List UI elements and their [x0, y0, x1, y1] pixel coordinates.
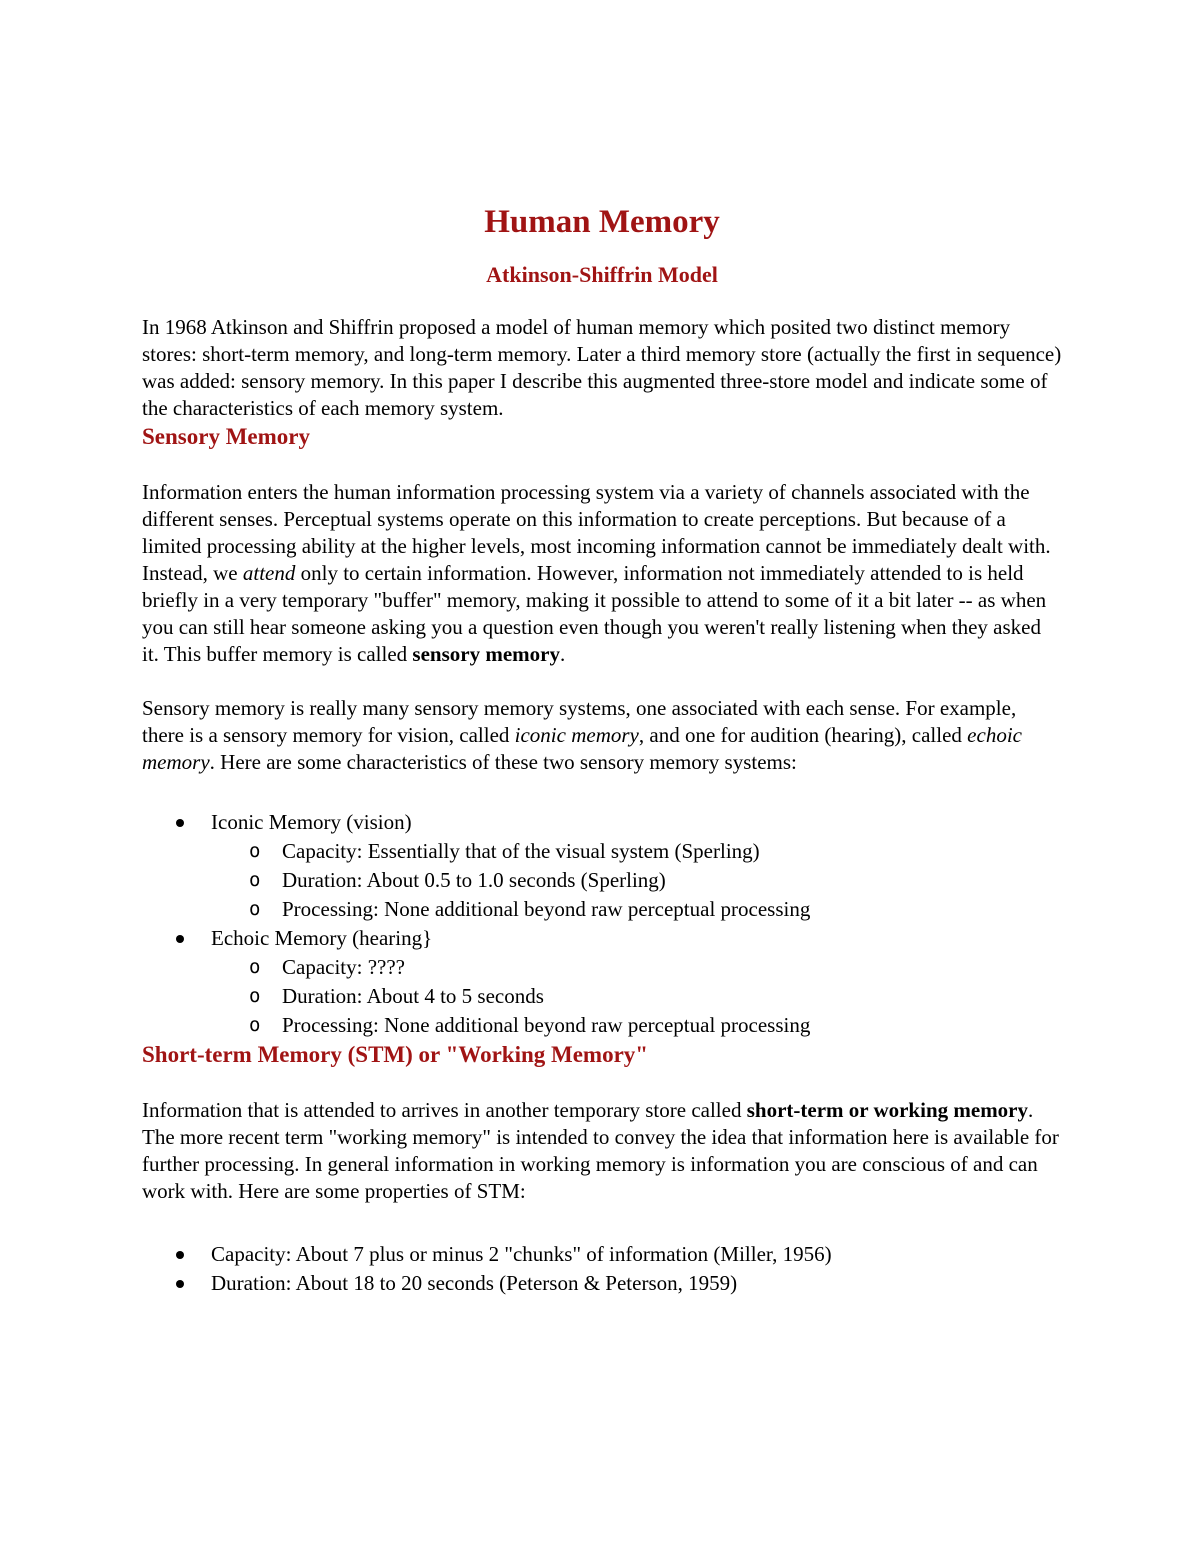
echoic-processing: Processing: None additional beyond raw perceptual processing [282, 1013, 811, 1037]
document-title: Human Memory [484, 204, 720, 240]
iconic-processing: Processing: None additional beyond raw perceptual processing [282, 897, 811, 921]
echoic-label: Echoic Memory (hearing} [211, 926, 433, 950]
list-item [142, 1240, 1062, 1269]
list-item [142, 1269, 1062, 1298]
sensory-p2-text-c: . Here are some characteristics of these two sensory memory systems: [209, 750, 797, 774]
echoic-memory-term: echoic memory [142, 723, 1022, 774]
sensory-memory-term: sensory memory [412, 642, 560, 666]
stm-paragraph [142, 1097, 1062, 1205]
sensory-paragraph-2 [142, 695, 1062, 776]
iconic-capacity: Capacity: Essentially that of the visual system (Sperling) [282, 839, 760, 863]
circle-bullet-icon: o [249, 956, 261, 978]
iconic-label: Iconic Memory (vision) [211, 810, 412, 834]
circle-bullet-icon: o [249, 898, 261, 920]
sensory-memory-heading: Sensory Memory [142, 424, 310, 449]
stm-p1-text-a: Information that is attended to arrives in another temporary store called [142, 1098, 747, 1122]
document-page [142, 196, 1062, 1298]
stm-duration: Duration: About 18 to 20 seconds (Peterson & Peterson, 1959) [211, 1271, 738, 1295]
sub-list-item [211, 982, 1062, 1011]
circle-bullet-icon: o [249, 869, 261, 891]
stm-properties-list [142, 1240, 1062, 1298]
bullet-icon [176, 1280, 184, 1288]
sensory-p1-text-a: Information enters the human information processing system via a variety of channels associated with the different senses. Perceptual systems operate on this information to create perceptions. But because of a limited processing ability at the higher levels, most incoming information cannot be immediately dealt with. Instead, we [142, 480, 1051, 585]
sensory-paragraph-1 [142, 479, 1062, 668]
list-item-echoic [142, 924, 1062, 1040]
bullet-icon [176, 1251, 184, 1259]
sensory-memory-list [142, 808, 1062, 1040]
attend-emphasis: attend [242, 561, 296, 585]
bullet-icon [176, 935, 184, 943]
sub-list-item [211, 895, 1062, 924]
intro-paragraph: In 1968 Atkinson and Shiffrin proposed a model of human memory which posited two distinct memory stores: short-term memory, and long-term memory. Later a third memory store (actually the first in sequence) was added: sensory memory. In this paper I describe this augmented three-store model and indicate some of the characteristics of each memory system. [142, 315, 1062, 420]
bullet-icon [176, 819, 184, 827]
document-subtitle: Atkinson-Shiffrin Model [486, 262, 718, 287]
iconic-duration: Duration: About 0.5 to 1.0 seconds (Sperling) [282, 868, 666, 892]
echoic-sub-list [211, 953, 1062, 1040]
sub-list-item [211, 837, 1062, 866]
sub-list-item [211, 1011, 1062, 1040]
circle-bullet-icon: o [249, 985, 261, 1007]
stm-p1-text-b: . The more recent term "working memory" is intended to convey the idea that information here is available for further processing. In general information in working memory is information you are conscious of and can work with. Here are some properties of STM: [142, 1098, 1059, 1203]
circle-bullet-icon: o [249, 840, 261, 862]
echoic-capacity: Capacity: ???? [282, 955, 406, 979]
sensory-p1-text-b: only to certain information. However, information not immediately attended to is held briefly in a very temporary "buffer" memory, making it possible to attend to some of it a bit later -- as when you can still hear someone asking you a question even though you weren't really listening when they asked it. This buffer memory is called [142, 561, 1047, 666]
list-item-iconic [142, 808, 1062, 924]
iconic-memory-term: iconic memory [514, 723, 639, 747]
circle-bullet-icon: o [249, 1014, 261, 1036]
sensory-p2-text-b: , and one for audition (hearing), called [638, 723, 968, 747]
stm-heading: Short-term Memory (STM) or "Working Memory" [142, 1042, 649, 1067]
sub-list-item [211, 953, 1062, 982]
stm-term: short-term or working memory [746, 1098, 1029, 1122]
echoic-duration: Duration: About 4 to 5 seconds [282, 984, 544, 1008]
stm-capacity: Capacity: About 7 plus or minus 2 "chunks" of information (Miller, 1956) [211, 1242, 832, 1266]
iconic-sub-list [211, 837, 1062, 924]
sensory-p2-text-a: Sensory memory is really many sensory memory systems, one associated with each sense. For example, there is a sensory memory for vision, called [142, 696, 1017, 747]
sub-list-item [211, 866, 1062, 895]
sensory-p1-end: . [559, 642, 566, 666]
